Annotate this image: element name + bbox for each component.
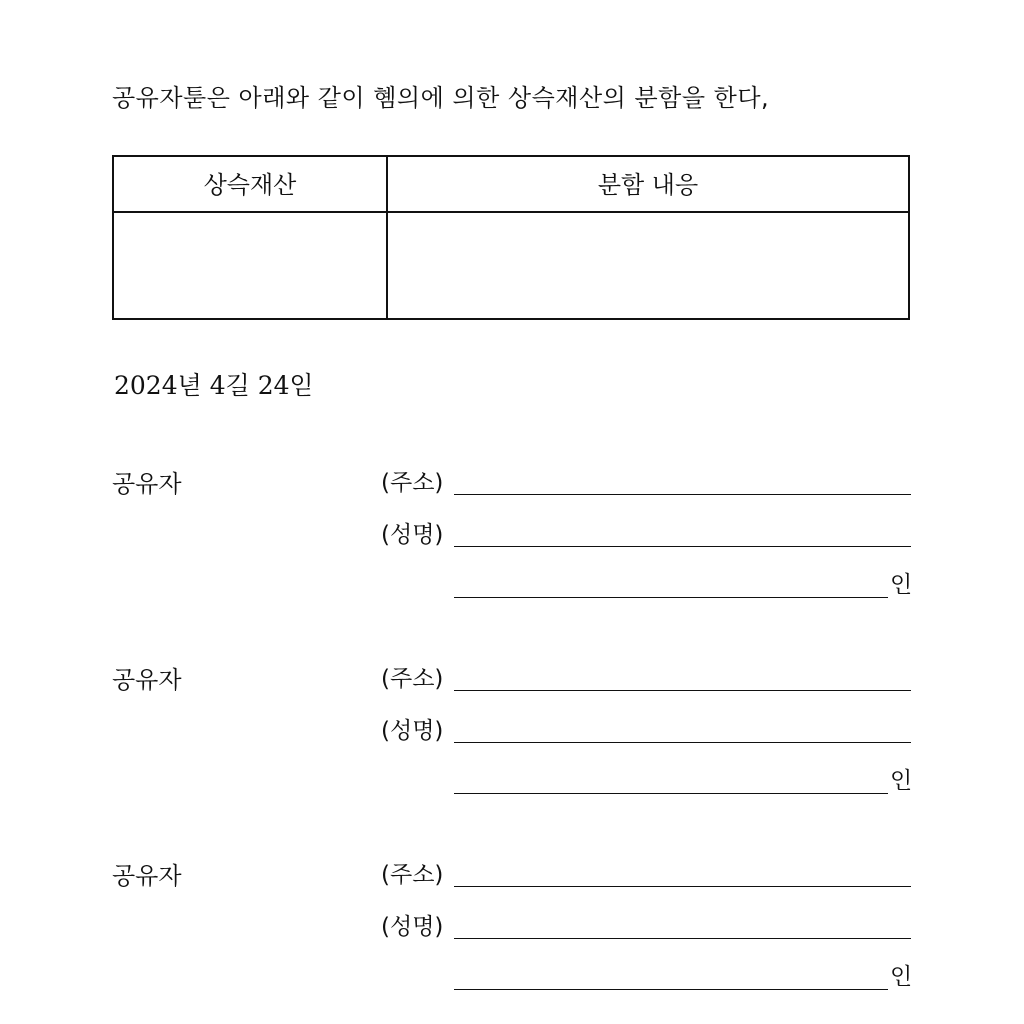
address-field-line[interactable]: [454, 690, 911, 691]
table-header-division-details: 분함 내응: [597, 171, 699, 199]
address-label: (주소): [381, 666, 444, 692]
signer-role-label: 공유자: [112, 470, 182, 498]
signer-block-3: [0, 856, 1024, 1006]
seal-signature-line[interactable]: [454, 597, 888, 598]
address-label: (주소): [381, 470, 444, 496]
document-date: 2024녇 4길 24읻: [114, 371, 314, 400]
address-field-line[interactable]: [454, 886, 911, 887]
table-cell-inherited-property[interactable]: [114, 213, 386, 318]
seal-signature-line[interactable]: [454, 989, 888, 990]
name-field-line[interactable]: [454, 742, 911, 743]
name-field-line[interactable]: [454, 546, 911, 547]
name-label: (성명): [381, 914, 444, 940]
signer-block-2: [0, 660, 1024, 810]
signer-role-label: 공유자: [112, 666, 182, 694]
seal-mark: 인: [890, 768, 913, 794]
seal-mark: 인: [890, 964, 913, 990]
intro-statement: 공유자툳은 아래와 같이 혬의에 의한 상슥재산의 분함을 한다,: [112, 84, 770, 112]
name-label: (성명): [381, 522, 444, 548]
signer-block-1: [0, 464, 1024, 614]
address-label: (주소): [381, 862, 444, 888]
seal-signature-line[interactable]: [454, 793, 888, 794]
table-cell-division-details[interactable]: [388, 213, 908, 318]
signer-role-label: 공유자: [112, 862, 182, 890]
name-field-line[interactable]: [454, 938, 911, 939]
address-field-line[interactable]: [454, 494, 911, 495]
seal-mark: 인: [890, 572, 913, 598]
table-header-inherited-property: 상슥재산: [203, 171, 297, 199]
name-label: (성명): [381, 718, 444, 744]
inheritance-division-table: [112, 155, 910, 320]
